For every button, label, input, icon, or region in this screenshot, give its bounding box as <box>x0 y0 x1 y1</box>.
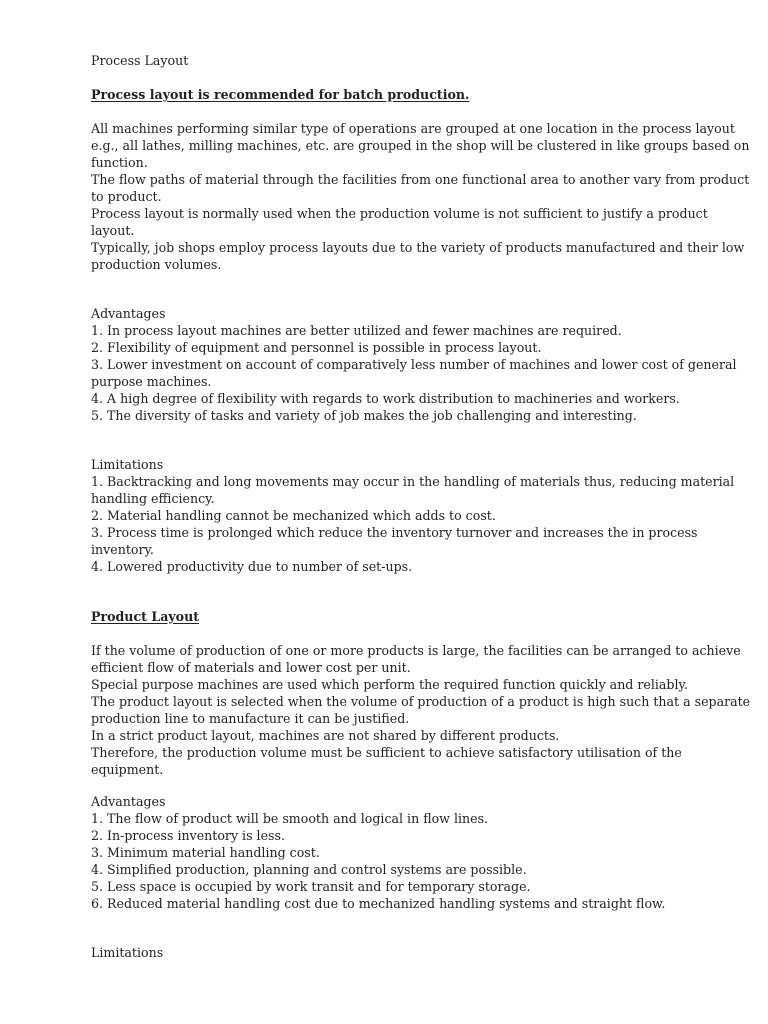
list-item: 4. A high degree of flexibility with regards to work distribution to machineries and workers. <box>91 391 680 406</box>
text-line: production line to manufacture it can be justified. <box>91 711 410 726</box>
text-line: equipment. <box>91 762 164 777</box>
list-item: 3. Process time is prolonged which reduce the inventory turnover and increases the in process <box>91 525 698 540</box>
list-item: 2. Material handling cannot be mechanized which adds to cost. <box>91 508 496 523</box>
list-item: 1. Backtracking and long movements may occur in the handling of materials thus, reducing material <box>91 474 735 489</box>
list-item: 3. Minimum material handling cost. <box>91 845 320 860</box>
list-item: 1. In process layout machines are better utilized and fewer machines are required. <box>91 323 622 338</box>
limitations-heading: Limitations <box>91 945 164 960</box>
list-item: 2. In-process inventory is less. <box>91 828 285 843</box>
section-title: Product Layout <box>91 609 200 624</box>
text-line: Process layout is normally used when the production volume is not sufficient to justify a product <box>91 206 708 221</box>
text-line: The flow paths of material through the facilities from one functional area to another vary from product <box>91 172 750 187</box>
text-line: function. <box>91 155 148 170</box>
text-line: to product. <box>91 189 162 204</box>
text-line: Special purpose machines are used which perform the required function quickly and reliably. <box>91 677 688 692</box>
text-line: production volumes. <box>91 257 222 272</box>
text-line: The product layout is selected when the volume of production of a product is high such that a separate <box>91 694 751 709</box>
text-line: If the volume of production of one or more products is large, the facilities can be arranged to achieve <box>91 643 741 658</box>
text-line: efficient flow of materials and lower cost per unit. <box>91 660 411 675</box>
text-line: layout. <box>91 223 135 238</box>
advantages-heading: Advantages <box>91 794 166 809</box>
list-item: 5. Less space is occupied by work transit and for temporary storage. <box>91 879 531 894</box>
list-item: 5. The diversity of tasks and variety of job makes the job challenging and interesting. <box>91 408 637 423</box>
section-subtitle: Process layout is recommended for batch production. <box>91 87 470 102</box>
section-title: Process Layout <box>91 53 189 68</box>
list-item: 6. Reduced material handling cost due to mechanized handling systems and straight flow. <box>91 896 666 911</box>
text-line: Typically, job shops employ process layouts due to the variety of products manufactured and their low <box>91 240 745 255</box>
text-line: All machines performing similar type of operations are grouped at one location in the process layout <box>91 121 735 136</box>
list-item: inventory. <box>91 542 154 557</box>
list-item: 4. Simplified production, planning and control systems are possible. <box>91 862 527 877</box>
advantages-heading: Advantages <box>91 306 166 321</box>
limitations-heading: Limitations <box>91 457 164 472</box>
list-item: handling efficiency. <box>91 491 215 506</box>
list-item: 2. Flexibility of equipment and personnel is possible in process layout. <box>91 340 542 355</box>
text-line: In a strict product layout, machines are not shared by different products. <box>91 728 560 743</box>
list-item: 3. Lower investment on account of comparatively less number of machines and lower cost of general <box>91 357 737 372</box>
list-item: 4. Lowered productivity due to number of set-ups. <box>91 559 413 574</box>
list-item: purpose machines. <box>91 374 212 389</box>
list-item: 1. The flow of product will be smooth and logical in flow lines. <box>91 811 489 826</box>
text-line: Therefore, the production volume must be sufficient to achieve satisfactory utilisation of the <box>91 745 682 760</box>
text-line: e.g., all lathes, milling machines, etc. are grouped in the shop will be clustered in like groups based on <box>91 138 750 153</box>
